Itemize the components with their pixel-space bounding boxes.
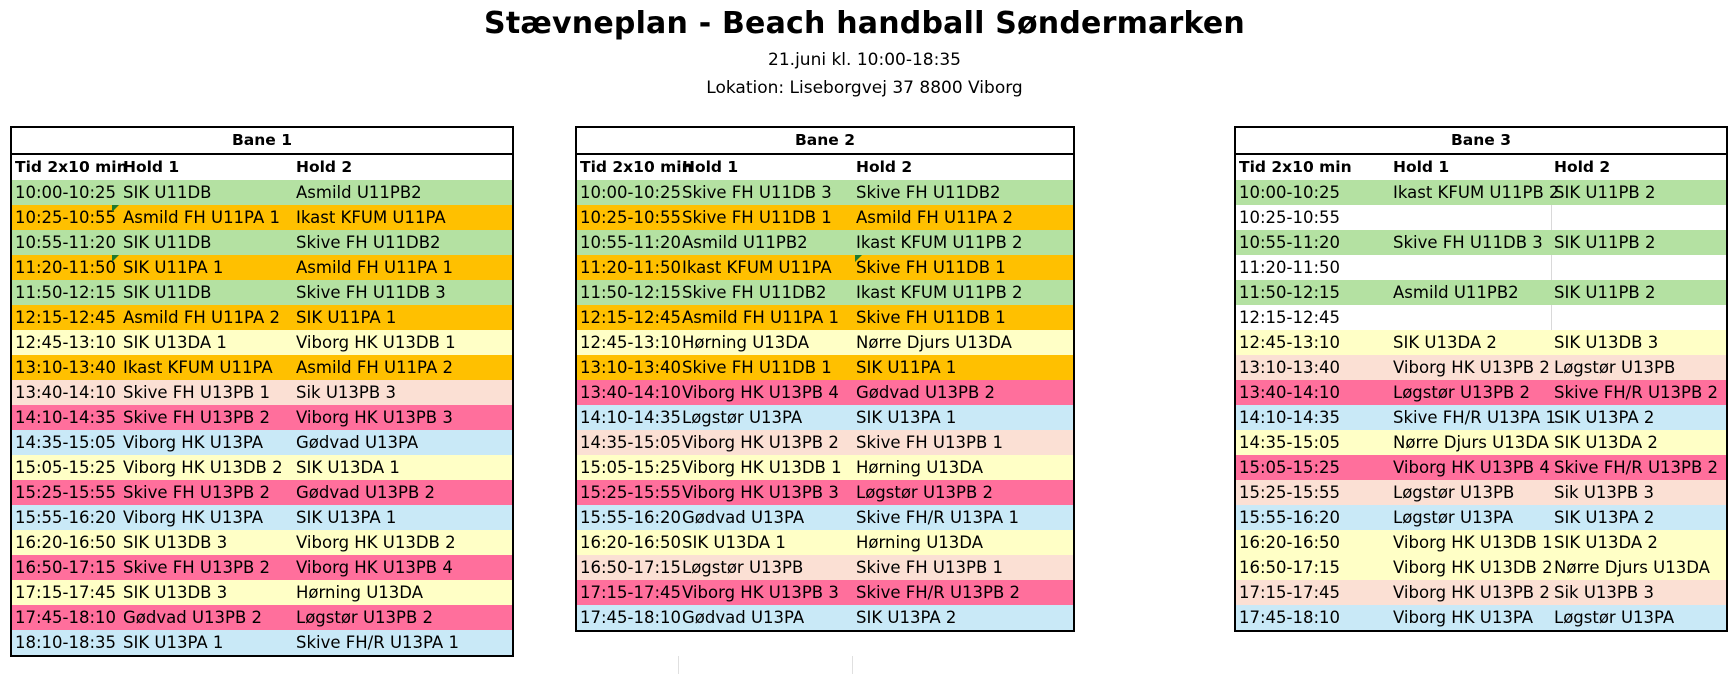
table-row[interactable]	[12, 180, 512, 205]
tid-cell: 10:00-10:25	[1239, 183, 1341, 202]
hold1-cell: Ikast KFUM U11PA	[682, 258, 832, 277]
table-row[interactable]	[577, 405, 1073, 430]
hold1-cell: Asmild FH U11PA 1	[682, 308, 839, 327]
hold2-cell: Ikast KFUM U11PA	[296, 208, 446, 227]
tid-cell: 10:55-11:20	[15, 233, 117, 252]
tid-cell: 11:20-11:50	[580, 258, 682, 277]
column-header-hold2: Hold 2	[296, 158, 353, 176]
hold1-cell: SIK U11PA 1	[123, 258, 224, 277]
table-row[interactable]	[1236, 480, 1726, 505]
tid-cell: 16:20-16:50	[1239, 533, 1341, 552]
hold1-cell: Skive FH U11DB 3	[1393, 233, 1543, 252]
column-header-tid: Tid 2x10 min	[580, 158, 693, 176]
hold1-cell: Skive FH U13PB 1	[123, 383, 271, 402]
table-row[interactable]	[577, 605, 1073, 630]
table-row[interactable]	[577, 180, 1073, 205]
tid-cell: 17:15-17:45	[1239, 583, 1341, 602]
table-row[interactable]	[1236, 255, 1726, 280]
column-header-hold1: Hold 1	[682, 158, 739, 176]
tid-cell: 11:50-12:15	[1239, 283, 1341, 302]
hold2-cell: Sik U13PB 3	[296, 383, 396, 402]
bane1-column-headers	[12, 155, 512, 180]
hold2-cell: SIK U13PA 2	[1554, 508, 1655, 527]
hold1-cell: Løgstør U13PB	[1393, 483, 1515, 502]
table-row[interactable]	[12, 230, 512, 255]
hold2-cell: SIK U13PA 2	[1554, 408, 1655, 427]
table-row[interactable]	[12, 405, 512, 430]
hold1-cell: Asmild FH U11PA 2	[123, 308, 280, 327]
hold1-cell: Viborg HK U13PB 4	[1393, 458, 1550, 477]
hold2-cell: Gødvad U13PA	[296, 433, 419, 452]
table-row[interactable]	[12, 330, 512, 355]
hold1-cell: Asmild U11PB2	[682, 233, 808, 252]
tid-cell: 17:15-17:45	[580, 583, 682, 602]
table-row[interactable]	[12, 455, 512, 480]
table-row[interactable]	[1236, 430, 1726, 455]
cell-divider	[1551, 305, 1552, 330]
hold1-cell: Viborg HK U13PB 2	[682, 433, 839, 452]
table-row[interactable]	[1236, 580, 1726, 605]
hold2-cell: Gødvad U13PB 2	[856, 383, 996, 402]
bane2-column-headers	[577, 155, 1073, 180]
table-row[interactable]	[12, 605, 512, 630]
table-row[interactable]	[12, 305, 512, 330]
hold1-cell: Gødvad U13PB 2	[123, 608, 263, 627]
tid-cell: 15:25-15:55	[15, 483, 117, 502]
column-header-tid: Tid 2x10 min	[1239, 158, 1352, 176]
tid-cell: 15:05-15:25	[1239, 458, 1341, 477]
hold2-cell: Ikast KFUM U11PB 2	[856, 283, 1023, 302]
table-row[interactable]	[577, 280, 1073, 305]
hold2-cell: Skive FH U11DB2	[296, 233, 441, 252]
tid-cell: 15:55-16:20	[580, 508, 682, 527]
hold1-cell: Ikast KFUM U11PB 2	[1393, 183, 1560, 202]
tid-cell: 12:45-13:10	[15, 333, 117, 352]
tid-cell: 11:50-12:15	[580, 283, 682, 302]
table-row[interactable]	[577, 305, 1073, 330]
column-header-hold2: Hold 2	[1554, 158, 1611, 176]
table-row[interactable]	[577, 355, 1073, 380]
hold2-cell: SIK U13PA 2	[856, 608, 957, 627]
table-row[interactable]	[12, 380, 512, 405]
tid-cell: 14:10-14:35	[15, 408, 117, 427]
tid-cell: 13:40-14:10	[580, 383, 682, 402]
table-row[interactable]	[1236, 355, 1726, 380]
hold2-cell: SIK U13DB 3	[1554, 333, 1659, 352]
table-row[interactable]	[577, 455, 1073, 480]
hold1-cell: Skive FH U11DB 3	[682, 183, 832, 202]
hold2-cell: SIK U13PA 1	[856, 408, 957, 427]
column-header-hold1: Hold 1	[123, 158, 180, 176]
tid-cell: 11:20-11:50	[1239, 258, 1341, 277]
tid-cell: 17:45-18:10	[15, 608, 117, 627]
tid-cell: 11:20-11:50	[15, 258, 117, 277]
hold1-cell: SIK U13PA 1	[123, 633, 224, 652]
tid-cell: 13:10-13:40	[580, 358, 682, 377]
hold2-cell: Hørning U13DA	[856, 458, 983, 477]
hold2-cell: Nørre Djurs U13DA	[1554, 558, 1710, 577]
gridline	[678, 656, 679, 674]
table-row[interactable]	[1236, 605, 1726, 630]
hold1-cell: Hørning U13DA	[682, 333, 809, 352]
cell-divider	[1551, 205, 1552, 230]
table-row[interactable]	[1236, 205, 1726, 230]
tid-cell: 10:00-10:25	[580, 183, 682, 202]
hold2-cell: Hørning U13DA	[296, 583, 423, 602]
table-row[interactable]	[12, 555, 512, 580]
hold2-cell: SIK U13DA 2	[1554, 533, 1658, 552]
table-row[interactable]	[1236, 280, 1726, 305]
hold2-cell: Viborg HK U13DB 1	[296, 333, 456, 352]
hold1-cell: Skive FH U13PB 2	[123, 558, 271, 577]
tid-cell: 15:55-16:20	[1239, 508, 1341, 527]
hold1-cell: Viborg HK U13PA	[1393, 608, 1534, 627]
hold1-cell: Asmild FH U11PA 1	[123, 208, 280, 227]
hold1-cell: SIK U13DB 3	[123, 533, 228, 552]
bane3-column-headers	[1236, 155, 1726, 180]
tid-cell: 13:40-14:10	[1239, 383, 1341, 402]
hold2-cell: SIK U11PB 2	[1554, 283, 1656, 302]
table-row[interactable]	[577, 255, 1073, 280]
hold2-cell: SIK U13DA 2	[1554, 433, 1658, 452]
hold1-cell: Gødvad U13PA	[682, 508, 805, 527]
hold2-cell: Skive FH/R U13PB 2	[1554, 458, 1719, 477]
table-row[interactable]	[12, 530, 512, 555]
table-row[interactable]	[12, 430, 512, 455]
hold1-cell: SIK U11DB	[123, 283, 212, 302]
hold2-cell: Skive FH/R U13PB 2	[1554, 383, 1719, 402]
tid-cell: 11:50-12:15	[15, 283, 117, 302]
hold1-cell: Viborg HK U13PB 2	[1393, 583, 1550, 602]
hold1-cell: Løgstør U13PB 2	[1393, 383, 1531, 402]
hold2-cell: Løgstør U13PB 2	[856, 483, 994, 502]
hold2-cell: Løgstør U13PA	[1554, 608, 1675, 627]
hold2-cell: Løgstør U13PB 2	[296, 608, 434, 627]
table-row[interactable]	[1236, 455, 1726, 480]
hold2-cell: Gødvad U13PB 2	[296, 483, 436, 502]
tid-cell: 17:45-18:10	[1239, 608, 1341, 627]
bane2-title: Bane 2	[577, 128, 1073, 155]
hold2-cell: Viborg HK U13PB 3	[296, 408, 453, 427]
hold2-cell: Nørre Djurs U13DA	[856, 333, 1012, 352]
hold1-cell: Viborg HK U13DB 1	[1393, 533, 1553, 552]
hold2-cell: Sik U13PB 3	[1554, 583, 1654, 602]
hold1-cell: Viborg HK U13PA	[123, 433, 264, 452]
tid-cell: 13:10-13:40	[15, 358, 117, 377]
hold2-cell: Viborg HK U13PB 4	[296, 558, 453, 577]
column-header-hold1: Hold 1	[1393, 158, 1450, 176]
table-row[interactable]	[1236, 330, 1726, 355]
tid-cell: 12:45-13:10	[580, 333, 682, 352]
comment-marker-icon	[855, 255, 862, 262]
hold2-cell: Sik U13PB 3	[1554, 483, 1654, 502]
hold2-cell: Asmild FH U11PA 2	[296, 358, 453, 377]
hold2-cell: Skive FH/R U13PA 1	[856, 508, 1019, 527]
tid-cell: 14:10-14:35	[1239, 408, 1341, 427]
hold2-cell: SIK U11PB 2	[1554, 183, 1656, 202]
hold1-cell: Asmild U11PB2	[1393, 283, 1519, 302]
tid-cell: 10:25-10:55	[580, 208, 682, 227]
hold1-cell: Viborg HK U13PB 2	[1393, 358, 1550, 377]
table-row[interactable]	[1236, 305, 1726, 330]
hold2-cell: Viborg HK U13DB 2	[296, 533, 456, 552]
tid-cell: 14:35-15:05	[580, 433, 682, 452]
hold2-cell: Hørning U13DA	[856, 533, 983, 552]
tid-cell: 10:25-10:55	[15, 208, 117, 227]
tid-cell: 16:20-16:50	[580, 533, 682, 552]
tid-cell: 14:35-15:05	[1239, 433, 1341, 452]
table-row[interactable]	[1236, 405, 1726, 430]
bane2-table	[575, 126, 1075, 632]
table-row[interactable]	[12, 480, 512, 505]
hold1-cell: SIK U13DA 1	[682, 533, 786, 552]
hold1-cell: Skive FH U13PB 2	[123, 408, 271, 427]
tid-cell: 10:00-10:25	[15, 183, 117, 202]
table-row[interactable]	[12, 580, 512, 605]
tid-cell: 14:35-15:05	[15, 433, 117, 452]
hold1-cell: Løgstør U13PA	[1393, 508, 1514, 527]
tid-cell: 12:45-13:10	[1239, 333, 1341, 352]
table-row[interactable]	[577, 430, 1073, 455]
comment-marker-icon	[112, 205, 119, 212]
tid-cell: 15:55-16:20	[15, 508, 117, 527]
table-row[interactable]	[577, 230, 1073, 255]
hold2-cell: Asmild U11PB2	[296, 183, 422, 202]
column-header-hold2: Hold 2	[856, 158, 913, 176]
tid-cell: 17:15-17:45	[15, 583, 117, 602]
tid-cell: 13:10-13:40	[1239, 358, 1341, 377]
hold2-cell: Asmild FH U11PA 1	[296, 258, 453, 277]
hold2-cell: SIK U11PB 2	[1554, 233, 1656, 252]
hold1-cell: Gødvad U13PA	[682, 608, 805, 627]
table-row[interactable]	[12, 630, 512, 655]
tid-cell: 12:15-12:45	[580, 308, 682, 327]
tid-cell: 12:15-12:45	[1239, 308, 1341, 327]
hold1-cell: SIK U13DB 3	[123, 583, 228, 602]
hold2-cell: Skive FH U11DB 1	[856, 258, 1006, 277]
table-row[interactable]	[577, 380, 1073, 405]
hold2-cell: Asmild FH U11PA 2	[856, 208, 1013, 227]
bane3-table	[1234, 126, 1728, 632]
tid-cell: 13:40-14:10	[15, 383, 117, 402]
hold1-cell: Viborg HK U13PA	[123, 508, 264, 527]
hold2-cell: Skive FH U11DB 1	[856, 308, 1006, 327]
hold1-cell: SIK U11DB	[123, 183, 212, 202]
hold1-cell: Ikast KFUM U11PA	[123, 358, 273, 377]
bane1-table	[10, 126, 514, 657]
table-row[interactable]	[12, 205, 512, 230]
table-row[interactable]	[12, 355, 512, 380]
hold2-cell: Skive FH U13PB 1	[856, 433, 1004, 452]
cell-divider	[1551, 255, 1552, 280]
hold2-cell: Skive FH U13PB 1	[856, 558, 1004, 577]
hold2-cell: Skive FH U11DB 3	[296, 283, 446, 302]
tid-cell: 17:45-18:10	[580, 608, 682, 627]
table-row[interactable]	[577, 555, 1073, 580]
date-line: 21.juni kl. 10:00-18:35	[768, 50, 961, 70]
tid-cell: 16:50-17:15	[15, 558, 117, 577]
bane3-title: Bane 3	[1236, 128, 1726, 155]
table-row[interactable]	[577, 530, 1073, 555]
tid-cell: 10:55-11:20	[580, 233, 682, 252]
tid-cell: 15:25-15:55	[580, 483, 682, 502]
page-title: Stævneplan - Beach handball Søndermarken	[484, 6, 1245, 41]
table-row[interactable]	[12, 505, 512, 530]
table-row[interactable]	[577, 580, 1073, 605]
hold1-cell: Viborg HK U13PB 3	[682, 483, 839, 502]
hold1-cell: Viborg HK U13DB 2	[1393, 558, 1553, 577]
tid-cell: 15:25-15:55	[1239, 483, 1341, 502]
hold2-cell: SIK U11PA 1	[856, 358, 957, 377]
hold2-cell: Løgstør U13PB	[1554, 358, 1676, 377]
location-line: Lokation: Liseborgvej 37 8800 Viborg	[706, 78, 1023, 98]
table-row[interactable]	[577, 480, 1073, 505]
table-row[interactable]	[1236, 505, 1726, 530]
hold2-cell: SIK U13DA 1	[296, 458, 400, 477]
tid-cell: 12:15-12:45	[15, 308, 117, 327]
table-row[interactable]	[577, 330, 1073, 355]
bane1-title: Bane 1	[12, 128, 512, 155]
hold2-cell: Ikast KFUM U11PB 2	[856, 233, 1023, 252]
hold2-cell: Skive FH U11DB2	[856, 183, 1001, 202]
comment-marker-icon	[112, 255, 119, 262]
hold1-cell: Viborg HK U13DB 1	[682, 458, 842, 477]
table-row[interactable]	[577, 205, 1073, 230]
hold1-cell: Skive FH U13PB 2	[123, 483, 271, 502]
hold1-cell: Skive FH/R U13PA 1	[1393, 408, 1556, 427]
hold1-cell: SIK U13DA 2	[1393, 333, 1497, 352]
hold1-cell: Skive FH U11DB 1	[682, 358, 832, 377]
hold2-cell: SIK U11PA 1	[296, 308, 397, 327]
gridline	[852, 656, 853, 674]
hold2-cell: Skive FH/R U13PB 2	[856, 583, 1021, 602]
table-row[interactable]	[1236, 180, 1726, 205]
hold1-cell: SIK U13DA 1	[123, 333, 227, 352]
tid-cell: 10:25-10:55	[1239, 208, 1341, 227]
table-row[interactable]	[12, 280, 512, 305]
hold2-cell: Skive FH/R U13PA 1	[296, 633, 459, 652]
hold1-cell: Skive FH U11DB2	[682, 283, 827, 302]
tid-cell: 16:50-17:15	[1239, 558, 1341, 577]
table-row[interactable]	[1236, 380, 1726, 405]
hold1-cell: Nørre Djurs U13DA	[1393, 433, 1549, 452]
hold2-cell: SIK U13PA 1	[296, 508, 397, 527]
table-row[interactable]	[577, 505, 1073, 530]
hold1-cell: Viborg HK U13PB 4	[682, 383, 839, 402]
hold1-cell: Viborg HK U13DB 2	[123, 458, 283, 477]
table-row[interactable]	[1236, 230, 1726, 255]
hold1-cell: Skive FH U11DB 1	[682, 208, 832, 227]
table-row[interactable]	[1236, 555, 1726, 580]
table-row[interactable]	[1236, 530, 1726, 555]
hold1-cell: SIK U11DB	[123, 233, 212, 252]
tid-cell: 16:20-16:50	[15, 533, 117, 552]
tid-cell: 16:50-17:15	[580, 558, 682, 577]
table-row[interactable]	[12, 255, 512, 280]
column-header-tid: Tid 2x10 min	[15, 158, 128, 176]
tid-cell: 14:10-14:35	[580, 408, 682, 427]
hold1-cell: Viborg HK U13PB 3	[682, 583, 839, 602]
hold1-cell: Løgstør U13PA	[682, 408, 803, 427]
hold1-cell: Løgstør U13PB	[682, 558, 804, 577]
tid-cell: 15:05-15:25	[15, 458, 117, 477]
tid-cell: 10:55-11:20	[1239, 233, 1341, 252]
tid-cell: 15:05-15:25	[580, 458, 682, 477]
tid-cell: 18:10-18:35	[15, 633, 117, 652]
